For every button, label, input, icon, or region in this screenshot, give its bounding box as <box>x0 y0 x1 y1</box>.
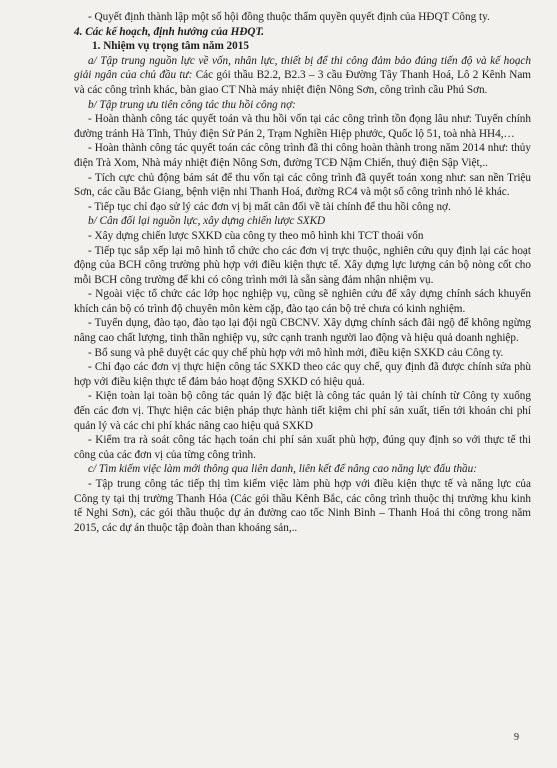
section-heading-plans: 4. Các kế hoạch, định hướng của HĐQT. <box>74 25 265 38</box>
paragraph-debt-3: - Tích cực chủ động bám sát để thu vốn tại các công trình đã quyết toán xong như: san nền Triệu Sơn, các cầu Bắc Giang, bệnh viện nhi Thanh Hoá, đường RC4 và một số công trình nhỏ lẻ khác. <box>74 171 531 199</box>
paragraph-marketing: - Tập trung công tác tiếp thị tìm kiếm việc làm phù hợp với điều kiện thực tế và năng lực của Công ty tại thị trường Thanh Hóa (Các gói thầu Kênh Bắc, các công trình thuộc thị trường khu kinh tế Nghi Sơn), các gói thầu thuộc dự án đường cao tốc Ninh Bình – Thanh Hoá thi công trong năm 2015, các dự án thuộc tập đoàn than khoáng sản,.. <box>74 478 531 534</box>
item-a-text: a/ Tập trung nguồn lực về vốn, nhân lực, thiết bị để thi công đảm bảo đúng tiến độ và kế hoạch giải ngân của chủ đầu tư: <box>74 54 531 82</box>
paragraph-debt-1: - Hoàn thành công tác quyết toán và thu hồi vốn tại các công trình tồn đọng lâu như: Tuyến chính đường tránh Hà Tĩnh, Thủy điện Sử Pán 2, Trạm Nghiền Hiệp phước, Quốc lộ 51, toà nhà HH4,… <box>74 113 531 140</box>
item-a-detail: Các gói thầu B2.2, B2.3 – 3 cầu Đường Tây Thanh Hoá, Lô 2 Kênh Nam và các công trình khác, bàn giao CT Nhà máy nhiệt điện Nông Sơn, công trình cầu Phú Sơn. <box>74 69 532 96</box>
paragraph-strategy-8: - Kiểm tra rà soát công tác hạch toán chi phí sản xuất phù hợp, đúng quy định so với thực tế thi công của các đơn vị của từng công trình. <box>74 434 531 461</box>
paragraph-strategy-4: - Tuyển dụng, đào tạo, đào tạo lại đội ngũ CBCNV. Xây dựng chính sách đãi ngộ để không ngừng nâng cao chất lượng, tinh thần nghiệp vụ, sức cạnh tranh người lao động và hiệu quả doanh nghiệp. <box>74 317 531 345</box>
item-b-heading: b/ Tập trung ưu tiên công tác thu hồi công nợ: <box>88 98 296 111</box>
paragraph-strategy-1: - Xây dựng chiến lược SXKD cùa công ty theo mô hình khi TCT thoái vốn <box>88 229 424 242</box>
page-number: 9 <box>514 732 519 743</box>
paragraph-strategy-2: - Tiếp tục sắp xếp lại mô hình tổ chức cho các đơn vị trực thuộc, nghiên cứu quy định lại các hoạt động của BCH công trường phù hợp với điều kiện thực tế. Xây dựng lực lượng cán bộ nòng cốt cho mỗi BCH công trường để khi có công trình mới là sẵn sàng đảm nhận nhiệm vụ. <box>74 244 531 286</box>
subheading-key-tasks-2015: 1. Nhiệm vụ trọng tâm năm 2015 <box>92 40 249 53</box>
paragraph-debt-4: - Tiếp tục chỉ đạo sử lý các đơn vị bị mất cân đối về tài chính để thu hồi công nợ. <box>88 200 451 213</box>
paragraph-strategy-7: - Kiện toàn lại toàn bộ công tác quản lý đặc biệt là công tác quản lý tài chính từ Công ty xuống đến các đơn vị. Thực hiện các biện pháp thực hành tiết kiệm chi phí sản xuất, tiến tới khoán chi phí quản lý và các chi phí khác nâng cao hiệu quả SXKD <box>74 390 531 432</box>
item-c-heading: c/ Tìm kiếm việc làm mới thông qua liên danh, liên kết để nâng cao năng lực đấu thầu: <box>88 463 477 476</box>
paragraph-strategy-6: - Chỉ đạo các đơn vị thực hiện công tác SXKD theo các quy chế, quy định đã được chính sửa phù hợp với điều kiện thực tế đảm bảo hoạt động SXKD có hiệu quả. <box>74 361 531 388</box>
paragraph-debt-2: - Hoàn thành công tác quyết toán các công trình đã thi công hoàn thành trong năm 2014 như: thủy điện Trà Xom, Nhà máy nhiệt điện Nông Sơn, đường TCĐ Nậm Chiến, thuỷ điện Sập Việt,.. <box>74 142 531 169</box>
item-a-heading <box>74 54 531 98</box>
item-b2-heading: b/ Cân đối lại nguồn lực, xây dựng chiến lược SXKD <box>88 215 326 228</box>
paragraph-strategy-3: - Ngoài việc tổ chức các lớp học nghiệp vụ, cũng sẽ nghiên cứu để xây dựng chính sách khuyến khích cán bộ có trình độ chuyên môn kèm cặp, đào tạo cán bộ trẻ chưa có kinh nghiệm. <box>74 288 531 315</box>
paragraph-decision: - Quyết định thành lập một số hội đồng thuộc thẩm quyền quyết định của HĐQT Công ty. <box>88 11 490 23</box>
paragraph-strategy-5: - Bổ sung và phê duyệt các quy chế phù hợp với mô hình mới, điều kiện SXKD cảu Công ty. <box>88 346 504 359</box>
